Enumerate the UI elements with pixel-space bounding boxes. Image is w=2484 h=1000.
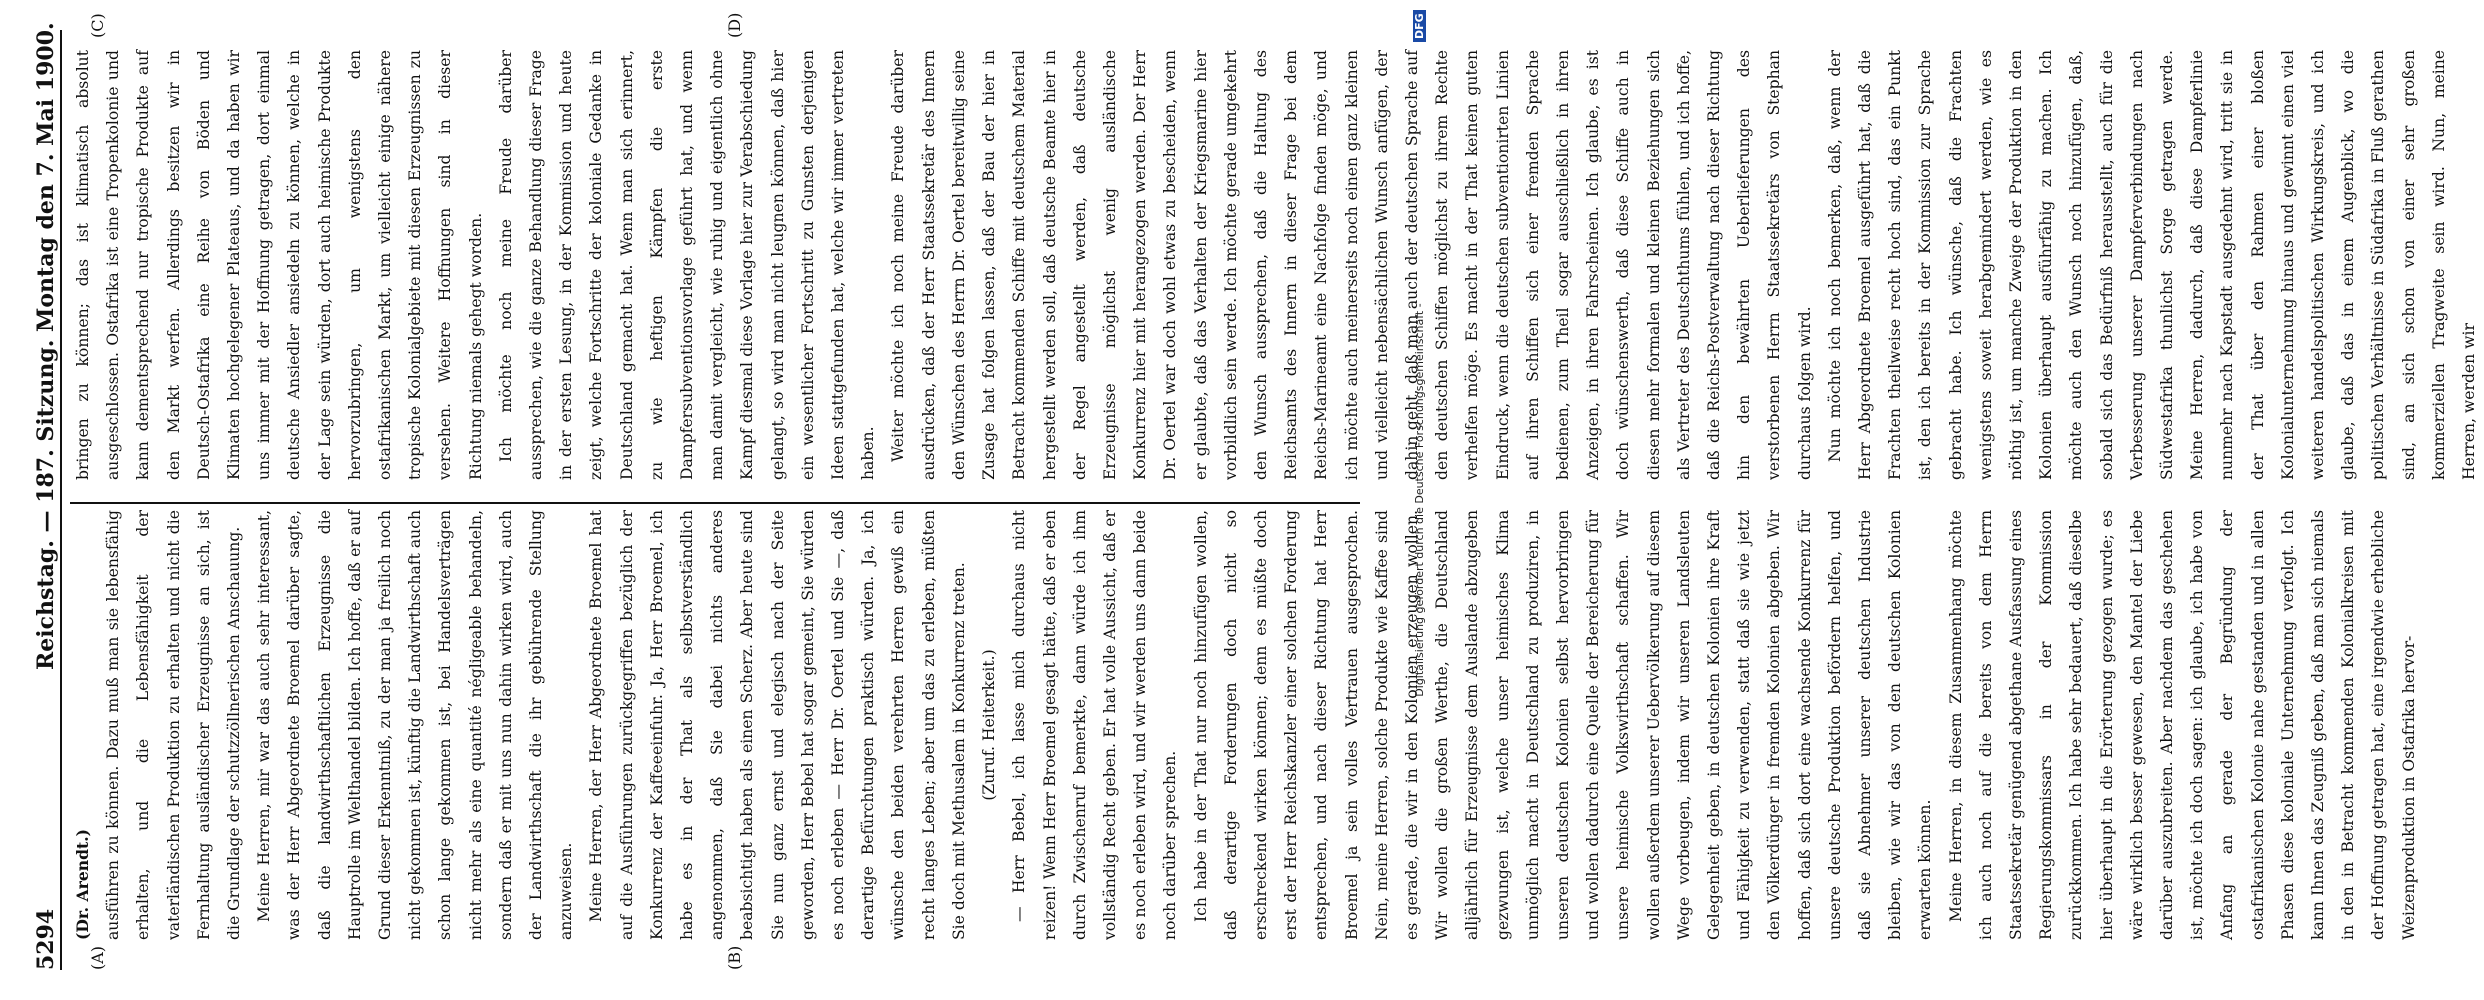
paragraph: Ich möchte noch meine Freude darüber aussprechen, wie die ganze Behandlung dieser Frage in der ersten Lesung, in der Kommission und heute zeigt, welche Fortschritte der koloniale Gedanke in Deutschland gemacht hat. Wenn man sich erinnert, zu wie heftigen Kämpfen die erste Dampfersubventionsvorlage geführt hat, und wenn man damit vergleicht, wie ruhig und eigentlich ohne Kampf diesmal diese Vorlage hier zur Verabschiedung gelangt, so wird man nicht leugnen können, daß hier ein wesentlicher Fortschritt zu Gunsten derjenigen Ideen stattgefunden hat, welche wir immer vertreten haben. bbox=[496, 50, 878, 480]
page-title: Reichstag. — 187. Sitzung. Montag den 7. Mai 1900. bbox=[33, 22, 59, 670]
margin-marker-c: (C) bbox=[88, 13, 107, 38]
paragraph: Nun möchte ich noch bemerken, daß, wenn der Herr Abgeordnete Broemel ausgeführt hat, daß die Frachten theilweise recht hoch sind, das ein Punkt ist, den ich bereits in der Kommission zur Sprache gebracht habe. Ich wünsche, daß die Frachten wenigstens soweit herabgemindert werden, wie es nöthig ist, um manche Zweige der Produktion in den Kolonien überhaupt ausführfähig zu machen. Ich möchte auch den Wunsch noch hinzufügen, daß, sobald sich das Bedürfniß herausstellt, auch für die Verbesserung unserer Dampferverbindungen nach Südwestafrika thunlichst Sorge getragen werde. Meine Herren, dadurch, daß diese Dampferlinie nunmehr nach Kapstadt ausgedehnt wird, tritt sie in der That über den Rahmen einer bloßen Kolonialunternehmung hinaus und gewinnt einen viel weiteren handelspolitischen Wirkungskreis, und ich glaube, daß das in einem Augenblick, wo die politischen Verhältnisse in Südafrika in Fluß gerathen sind, an sich schon von einer sehr großen kommerziellen Tragweite sein wird. Nun, meine Herren, werden wir bbox=[1825, 50, 2479, 480]
paragraph: Meine Herren, der Herr Abgeordnete Broemel hat auf die Ausführungen zurückgegriffen bezüglich der Konkurrenz der Kaffeeeinfuhr. Ja, Herr Broemel, ich habe es in der That als selbstverständlich angenommen, daß Sie dabei nichts anderes beabsichtigt haben als einen Scherz. Aber heute sind Sie nun ganz ernst und elegisch nach der Seite geworden, Herr Bebel hat sogar gemeint, Sie würden es noch erleben — Herr Dr. Oertel und Sie —, daß derartige Befürchtungen praktisch würden. Ja, ich wünsche den beiden verehrten Herren gewiß ein recht langes Leben; aber um das zu erleben, müßten Sie doch mit Methusalem in Konkurrenz treten. bbox=[587, 510, 968, 940]
paragraph: Meine Herren, mir war das auch sehr interessant, was der Herr Abgeordnete Broemel darüber sagte, daß die landwirthschaftlichen Erzeugnisse die Hauptrolle im Welthandel bilden. Ich hoffe, daß er auf Grund dieser Erkenntniß, zu der man ja freilich noch nicht gekommen ist, künftig die Landwirthschaft auch schon lange gekommen ist, bei Handelsverträgen nicht mehr als eine quantité négligeable behandeln, sondern daß er mit uns nun dahin wirken wird, auch der Landwirthschaft die ihr gebührende Stellung anzuweisen. bbox=[255, 510, 576, 940]
margin-marker-b: (B) bbox=[725, 945, 744, 970]
text-column-right bbox=[68, 50, 2479, 480]
paragraph: Ich habe in der That nur noch hinzufügen wollen, daß derartige Forderungen doch nicht so erschreckend wirken können; denn es müßte doch erst der Herr Reichskanzler einer solchen Forderung entsprechen, und nach dieser Richtung hat Herr Broemel ja sein volles Vertrauen ausgesprochen. Nein, meine Herren, solche Produkte wie Kaffee sind es gerade, die wir in den Kolonien erzeugen wollen. Wir wollen die großen Werthe, die Deutschland alljährlich für Erzeugnisse dem Auslande abzugeben gezwungen ist, welche unser heimisches Klima unmöglich macht in Deutschland zu produziren, in unseren deutschen Kolonien selbst hervorbringen und wollen dadurch eine Quelle der Bereicherung für unsere heimische Volkswirthschaft schaffen. Wir wollen außerdem unserer Uebervölkerung auf diesem Wege vorbeugen, indem wir unseren Landsleuten Gelegenheit geben, in deutschen Kolonien ihre Kraft und Fähigkeit zu verwenden, statt daß sie wie jetzt den Völkerdünger in fremden Kolonien abgeben. Wir hoffen, daß sich dort eine wachsende Konkurrenz für unsere deutsche Produktion befördern helfen, und daß sie Abnehmer unserer deutschen Industrie bleiben, wie wir das von den deutschen Kolonien erwarten können. bbox=[1191, 510, 1935, 940]
interjection: (Zuruf. Heiterkeit.) bbox=[980, 649, 999, 801]
header-rule bbox=[60, 30, 62, 970]
paragraph: Meine Herren, in diesem Zusammenhang möchte ich auch noch auf die bereits von dem Herrn Staatssekretär genügend abgethane Ausfassung eines Regierungskommissars in der Kommission zurückkommen. Ich habe sehr bedauert, daß dieselbe hier überhaupt in die Erörterung gezogen wurde; es wäre wirklich besser gewesen, den Mantel der Liebe darüber auszubreiten. Aber nachdem das geschehen ist, möchte ich doch sagen: ich glaube, ich habe von Anfang an gerade der Begründung der ostafrikanischen Kolonie nahe gestanden und in allen Phasen diese koloniale Unternehmung verfolgt. Ich kann Ihnen das Zeugniß geben, daß man sich niemals in den in Betracht kommenden Kolonialkreisen mit der Hoffnung getragen hat, eine irgendwie erhebliche Weizenproduktion in Ostafrika hervor- bbox=[1946, 510, 2418, 940]
paragraph: — Herr Bebel, ich lasse mich durchaus nicht reizen! Wenn Herr Broemel gesagt hätte, daß er eben durch Zwischenruf bemerkte, dann würde ich ihm vollständig Recht geben. Er hat volle Aussicht, daß er es noch erleben wird, und wir werden uns dann beide noch darüber sprechen. bbox=[1010, 510, 1180, 940]
text-column-left bbox=[68, 510, 2418, 940]
paragraph: Weiter möchte ich noch meine Freude darüber ausdrücken, daß der Herr Staatssekretär des Innern den Wünschen des Herrn Dr. Oertel bereitwillig seine Zusage hat folgen lassen, daß der Bau der hier in Betracht kommenden Schiffe mit deutschem Material hergestellt werden soll, daß deutsche Beamte hier in der Regel angestellt werden, daß deutsche Erzeugnisse möglichst wenig ausländische Konkurrenz hier mit herangezogen werden. Der Herr Dr. Oertel war doch wohl etwas zu bescheiden, wenn er glaubte, daß das Verhalten der Kriegsmarine hier vorbildlich sein werde. Ich möchte gerade umgekehrt den Wunsch aussprechen, daß die Haltung des Reichsamts des Innern in dieser Frage bei dem Reichs-Marineamt eine Nachfolge finden möge, und ich möchte auch meinerseits noch einen ganz kleinen und vielleicht nebensächlichen Wunsch anfügen, der dahin geht, daß man auch der deutschen Sprache auf den deutschen Schiffen möglichst zu ihrem Rechte verhelfen möge. Es macht in der That keinen guten Eindruck, wenn die deutschen subventionirten Linien auf ihren Schiffen sich einer fremden Sprache bedienen, zum Theil sogar ausschließlich in ihren Anzeigen, in ihren Fahrscheinen. Ich glaube, es ist doch wünschenswerth, daß diese Schiffe auch in diesen mehr formalen und kleinen Beziehungen sich als Vertreter des Deutschthums fühlen, und ich hoffe, daß die Reichs-Postverwaltung nach dieser Richtung hin den bewährten Ueberlieferungen des verstorbenen Herrn Staatssekretärs von Stephan durchaus folgen wird. bbox=[889, 50, 1814, 480]
margin-marker-a: (A) bbox=[88, 945, 107, 970]
speaker-label: (Dr. Arendt.) bbox=[73, 828, 92, 940]
paragraph: ausführen zu können. Dazu muß man sie lebensfähig erhalten, und die Lebensfähigkeit der vaterländischen Produktion zu erhalten und nicht die Fernhaltung ausländischer Erzeugnisse an sich, ist die Grundlage der schutzzöllnerischen Anschauung. bbox=[104, 510, 244, 940]
dfg-logo: DFG bbox=[1413, 10, 1426, 42]
page-header bbox=[25, 22, 65, 970]
column-divider bbox=[70, 502, 1360, 504]
page-number: 5294 bbox=[33, 908, 59, 970]
margin-marker-d: (D) bbox=[725, 12, 744, 38]
digitization-credit: Digitalisierung gefördert durch die Deutsche Forschungsgemeinschaft - bbox=[1413, 303, 1426, 697]
paragraph: bringen zu können; das ist klimatisch absolut ausgeschlossen. Ostafrika ist eine Tropenkolonie und kann dementsprechend nur tropische Produkte auf den Markt werfen. Allerdings besitzen wir in Deutsch-Ostafrika eine Reihe von Böden und Klimaten hochgelegener Plateaus, und da haben wir uns immer mit der Hoffnung getragen, dort einmal deutsche Ansiedler ansiedeln zu können, welche in der Lage sein würden, dort auch heimische Produkte hervorzubringen, um wenigstens den ostafrikanischen Markt, um vielleicht einige nähere tropische Kolonialgebiete mit diesen Erzeugnissen zu versehen. Weitere Hoffnungen sind in dieser Richtung niemals gehegt worden. bbox=[74, 50, 485, 480]
